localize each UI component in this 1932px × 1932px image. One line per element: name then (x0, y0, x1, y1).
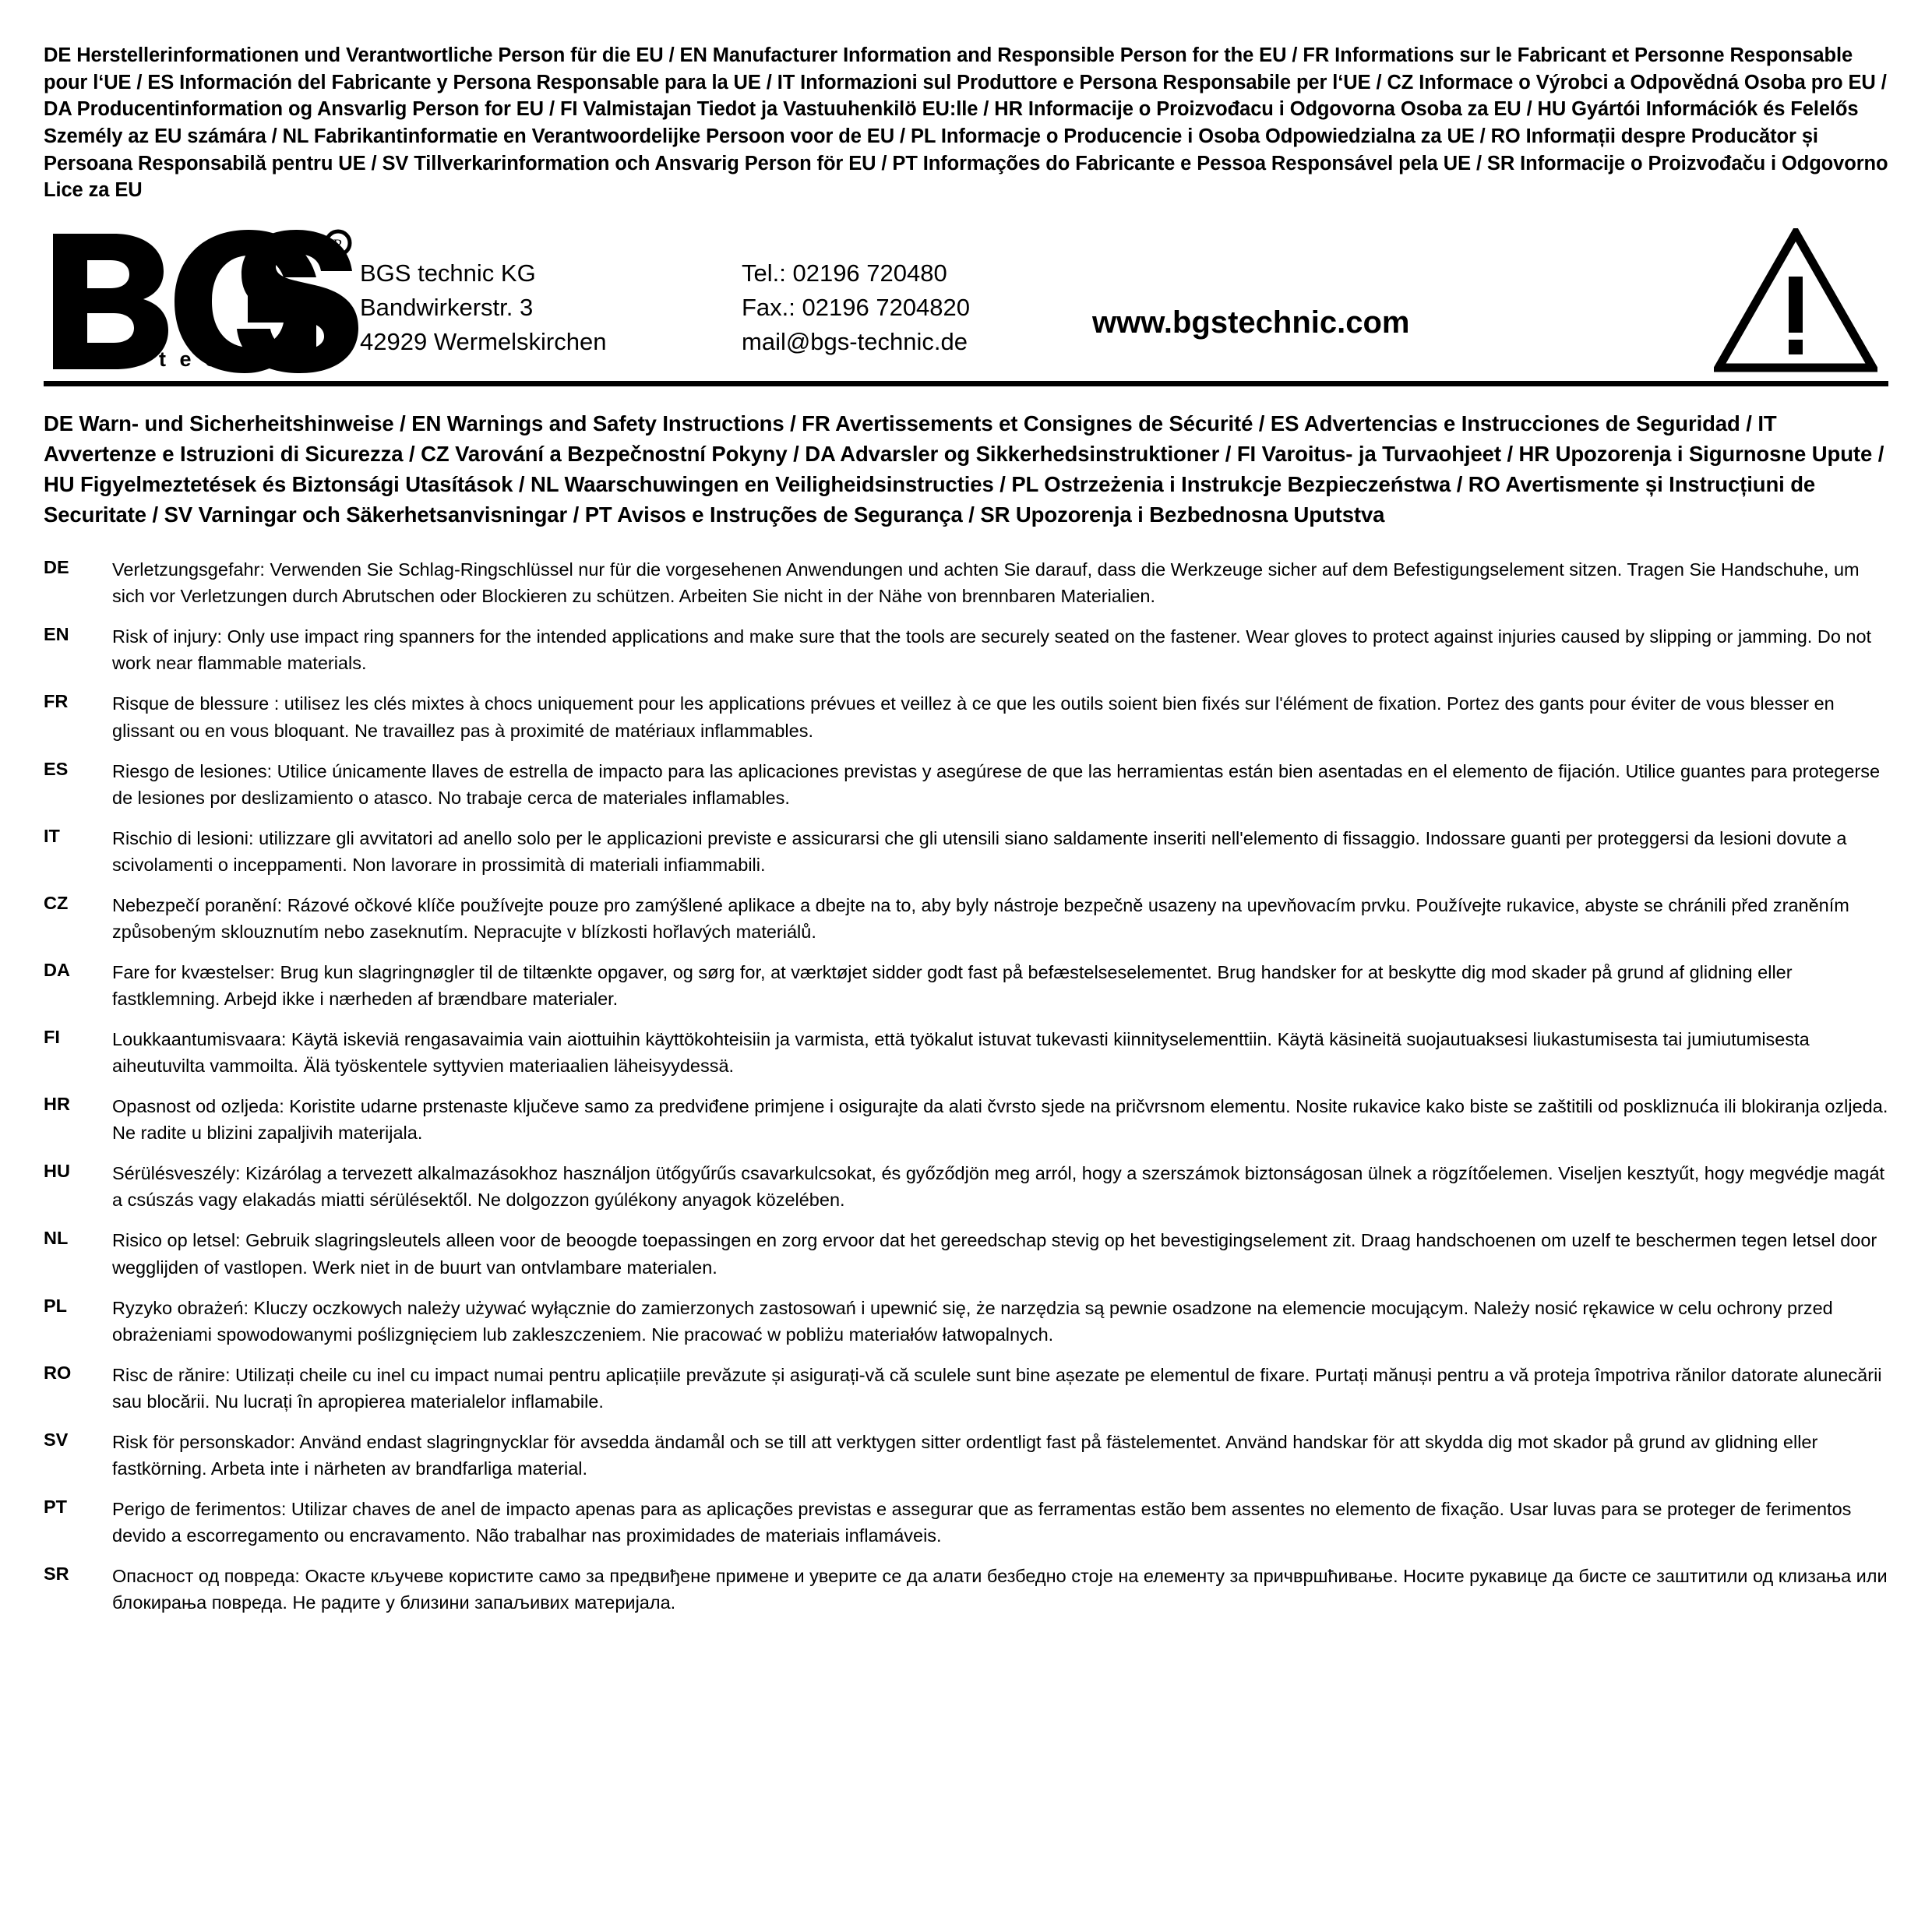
warnings-heading: DE Warn- und Sicherheitshinweise / EN Warnings and Safety Instructions / FR Avertissements et Consignes de Sécurité / ES Advertencias e Instrucciones de Seguridad / IT Avvertenze e Istruzioni di Sicurezza / CZ Varování a Bezpečnostní Pokyny / DA Advarsler og Sikkerhedsinstruktioner / FI Varoitus- ja Turvaohjeet / HR Upozorenja i Sigurnosne Upute / HU Figyelmeztetések és Biztonsági Utasítások / NL Waarschuwingen en Veiligheidsinstructies / PL Ostrzeżenia i Instrukcje Bezpieczeństwa / RO Avertismente și Instrucțiuni de Securitate / SV Varningar och Säkerhetsanvisningar / PT Avisos e Instruções de Segurança / SR Upozorenja i Bezbednosna Uputstva (44, 411, 1884, 527)
list-item (44, 825, 1888, 878)
list-item (44, 1026, 1888, 1079)
svg-text:t e c h n i c: t e c h n i c (159, 347, 319, 371)
language-code: FR (44, 691, 69, 712)
list-item (44, 758, 1888, 811)
language-code: ES (44, 758, 69, 779)
language-text: Risc de rănire: Utilizați cheile cu inel cu impact numai pentru aplicațiile prevăzute și asigurați-vă că sculele sunt bine așezate pe elementul de fixare. Purtați mănuși pentru a vă proteja împotriva rănilor datorate alunecării sau blocării. Nu lucrați în apropierea materialelor inflamabile. (112, 1364, 1882, 1412)
language-code: PL (44, 1295, 68, 1316)
company-header-bar (44, 223, 1888, 386)
language-text: Risk för personskador: Använd endast slagringnycklar för avsedda ändamål och se till att verktygen sitter ordentligt fast på fästelementet. Använd handskar för att skydda dig mot skador på grund av glidning eller fastkörning. Arbeta inte i närheten av brandfarliga material. (112, 1431, 1818, 1479)
list-item (44, 623, 1888, 676)
language-text: Fare for kvæstelser: Brug kun slagringnøgler til de tiltænkte opgaver, og sørg for, at værktøjet sidder godt fast på befæstelseselementet. Brug handsker for at beskytte dig mod skader på grund af glidning eller fastklemning. Arbejd ikke i nærheden af brændbare materialer. (112, 961, 1793, 1010)
language-code: SV (44, 1429, 69, 1450)
language-text: Sérülésveszély: Kizárólag a tervezett alkalmazásokhoz használjon ütőgyűrűs csavarkulcsokat, és győződjön meg arról, hogy a szerszámok biztonságosan ülnek a rögzítőelemen. Viseljen kesztyűt, hogy megvédje magát a csúszás vagy elakadás miatti sérülésektől. Ne dolgozzon gyúlékony anyagok közelében. (112, 1163, 1885, 1211)
list-item (44, 690, 1888, 743)
list-item (44, 1093, 1888, 1146)
language-code: HU (44, 1161, 70, 1182)
list-item (44, 1563, 1888, 1616)
language-code: RO (44, 1362, 72, 1383)
language-text: Risico op letsel: Gebruik slagringsleutels alleen voor de beoogde toepassingen en zorg ervoor dat het gereedschap stevig op het bevestigingselement zit. Draag handschoenen om uzelf te beschermen tegen letsel door wegglijden of vastlopen. Werk niet in de buurt van ontvlambare materialen. (112, 1230, 1877, 1278)
warning-triangle-icon (1714, 225, 1888, 376)
list-item (44, 1160, 1888, 1213)
language-code: PT (44, 1496, 68, 1517)
company-city: 42929 Wermelskirchen (360, 328, 607, 356)
language-code: IT (44, 825, 60, 846)
company-address (360, 242, 1069, 359)
language-code: DE (44, 557, 69, 578)
language-code: FI (44, 1027, 60, 1048)
company-fax: Fax.: 02196 7204820 (742, 294, 971, 322)
language-text: Rischio di lesioni: utilizzare gli avvitatori ad anello solo per le applicazioni previste e assicurarsi che gli utensili siano saldamente inseriti nell'elemento di fissaggio. Indossare guanti per proteggersi da lesioni dovute a scivolamenti o inceppamenti. Non lavorare in prossimità di materiali infiammabili. (112, 827, 1847, 875)
language-code: SR (44, 1564, 69, 1585)
bgs-logo (44, 229, 360, 373)
list-item (44, 1362, 1888, 1415)
language-text: Risk of injury: Only use impact ring spanners for the intended applications and make sure that the tools are securely seated on the fastener. Wear gloves to protect against injuries caused by slipping or jamming. Do not work near flammable materials. (112, 626, 1872, 674)
list-item (44, 1429, 1888, 1482)
language-text: Risque de blessure : utilisez les clés mixtes à chocs uniquement pour les applications prévues et veillez à ce que les outils soient bien fixés sur l'élément de fixation. Portez des gants pour éviter de vous blesser en glissant ou en vous bloquant. Ne travaillez pas à proximité de matériaux inflammables. (112, 693, 1835, 741)
company-street: Bandwirkerstr. 3 (360, 294, 534, 322)
list-item (44, 959, 1888, 1012)
safety-instruction-list (44, 556, 1888, 1616)
manufacturer-info-heading: DE Herstellerinformationen und Verantwortliche Person für die EU / EN Manufacturer Information and Responsible Person for the EU / FR Informations sur le Fabricant et Personne Responsable pour l‘UE / ES Información del Fabricante y Persona Responsable para la UE / IT Informazioni sul Produttore e Persona Responsabile per l‘UE / CZ Informace o Výrobci a Odpovědná Osoba pro EU / DA Producentinformation og Ansvarlig Person for EU / FI Valmistajan Tiedot ja Vastuuhenkilö EU:lle / HR Informacije o Proizvođacu i Odgovorna Osoba za EU / HU Gyártói Információk és Felelős Személy az EU számára / NL Fabrikantinformatie en Verantwoordelijke Persoon voor de EU / PL Informacje o Producencie i Osoba Odpowiedzialna za UE / RO Informații despre Producător și Persoana Responsabilă pentru UE / SV Tillverkarinformation och Ansvarig Person för EU / PT Informações do Fabricante e Pessoa Responsável pela UE / SR Informacije o Proizvođaču i Odgovorno Lice za EU (44, 44, 1888, 202)
company-email[interactable]: mail@bgs-technic.de (742, 328, 968, 356)
language-code: DA (44, 959, 70, 980)
list-item (44, 556, 1888, 609)
company-name: BGS technic KG (360, 259, 536, 287)
language-code: CZ (44, 892, 69, 913)
svg-text:R: R (333, 236, 344, 253)
language-code: EN (44, 624, 69, 645)
list-item (44, 1496, 1888, 1549)
company-phone: Tel.: 02196 720480 (742, 259, 947, 287)
language-text: Nebezpečí poranění: Rázové očkové klíče používejte pouze pro zamýšlené aplikace a dbejte na to, aby byly nástroje bezpečně usazeny na upevňovacím prvku. Používejte rukavice, abyste se chránili před zraněním způsobeným sklouznutím nebo zaseknutím. Nepracujte v blízkosti hořlavých materiálů. (112, 894, 1849, 942)
language-text: Ryzyko obrażeń: Kluczy oczkowych należy używać wyłącznie do zamierzonych zastosowań i upewnić się, że narzędzia są pewnie osadzone na elemencie mocującym. Należy nosić rękawice w celu ochrony przed obrażeniami spowodowanymi poślizgnięciem lub zakleszczeniem. Nie pracować w pobliżu materiałów łatwopalnych. (112, 1297, 1833, 1345)
language-text: Loukkaantumisvaara: Käytä iskeviä rengasavaimia vain aiottuihin käyttökohteisiin ja varmista, että työkalut istuvat tukevasti kiinnityselementtiin. Käytä käsineitä suojautuaksesi liukastumisesta tai jumiutumisesta aiheutuvilta vammoilta. Älä työskentele syttyvien materiaalien läheisyydessä. (112, 1029, 1810, 1077)
language-text: Опасност од повреда: Окасте кључеве користите само за предвиђене примене и уверите се да алати безбедно стоје на елементу за причвршћивање. Носите рукавице да бисте се заштитили од клизања или блокирања повреда. Не радите у близини запаљивих материјала. (112, 1566, 1888, 1613)
company-website[interactable]: www.bgstechnic.com (1092, 305, 1410, 340)
list-item (44, 892, 1888, 945)
language-code: NL (44, 1228, 69, 1249)
language-text: Opasnost od ozljeda: Koristite udarne prstenaste ključeve samo za predviđene primjene i osigurajte da alati čvrsto sjede na pričvrsnom elementu. Nosite rukavice kako biste se zaštitili od poskliznuća ili blokiranja ozljeda. Ne radite u blizini zapaljivih materijala. (112, 1096, 1888, 1144)
language-text: Riesgo de lesiones: Utilice únicamente llaves de estrella de impacto para las aplicaciones previstas y asegúrese de que las herramientas están bien asentadas en el elemento de fijación. Utilice guantes para protegerse de lesiones por deslizamiento o atasco. No trabaje cerca de materiales inflamables. (112, 760, 1881, 808)
language-text: Verletzungsgefahr: Verwenden Sie Schlag-Ringschlüssel nur für die vorgesehenen Anwendungen und achten Sie darauf, dass die Werkzeuge sicher auf dem Befestigungselement sitzen. Tragen Sie Handschuhe, um sich vor Verletzungen durch Abrutschen oder Blockieren zu schützen. Arbeiten Sie nicht in der Nähe von brennbaren Materialien. (112, 559, 1860, 607)
language-text: Perigo de ferimentos: Utilizar chaves de anel de impacto apenas para as aplicações previstas e assegurar que as ferramentas estão bem assentes no elemento de fixação. Usar luvas para se proteger de ferimentos devido a escorregamento ou encravamento. Não trabalhar nas proximidades de materiais inflamáveis. (112, 1498, 1852, 1546)
list-item (44, 1295, 1888, 1348)
language-code: HR (44, 1094, 70, 1115)
list-item (44, 1227, 1888, 1280)
